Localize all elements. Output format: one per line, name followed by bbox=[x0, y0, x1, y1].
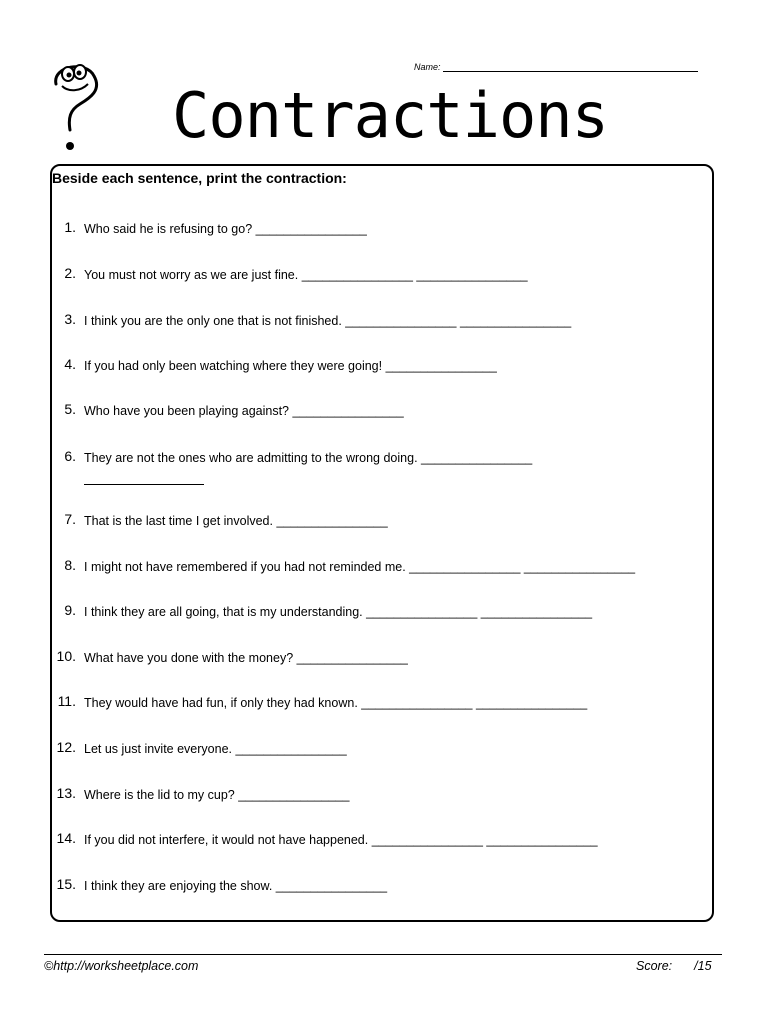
score-label: Score: bbox=[636, 959, 673, 973]
question-number: 3. bbox=[64, 311, 76, 327]
question-text: What have you done with the money? ________________ bbox=[84, 651, 408, 665]
name-field[interactable] bbox=[414, 58, 698, 72]
question-text: Who said he is refusing to go? ________________ bbox=[84, 222, 367, 236]
question-text: Let us just invite everyone. ________________ bbox=[84, 742, 347, 756]
question-number: 1. bbox=[64, 219, 76, 235]
question-text: You must not worry as we are just fine. ________________ ________________ bbox=[84, 268, 528, 282]
question-number: 6. bbox=[64, 448, 76, 464]
question-text: I might not have remembered if you had not reminded me. ________________ ________________ bbox=[84, 560, 636, 574]
name-label: Name: bbox=[414, 62, 441, 72]
question-number: 2. bbox=[64, 265, 76, 281]
question-number: 8. bbox=[64, 557, 76, 573]
copyright-text: ©http://worksheetplace.com bbox=[44, 959, 199, 973]
question-text: They are not the ones who are admitting to the wrong doing. ________________ bbox=[84, 451, 533, 465]
question-number: 9. bbox=[64, 602, 76, 618]
question-text: They would have had fun, if only they had known. ________________ ________________ bbox=[84, 696, 588, 710]
instruction-text: Beside each sentence, print the contraction: bbox=[52, 170, 347, 186]
score-total: /15 bbox=[694, 959, 712, 973]
page-title: Contractions bbox=[172, 79, 608, 152]
question-number: 11. bbox=[57, 693, 76, 709]
answer-blank-line[interactable] bbox=[84, 474, 204, 485]
question-text: If you did not interfere, it would not have happened. ________________ ________________ bbox=[84, 833, 598, 847]
question-number: 15. bbox=[56, 876, 76, 892]
question-text: If you had only been watching where they were going! ________________ bbox=[84, 359, 497, 373]
question-text: Where is the lid to my cup? ________________ bbox=[84, 788, 350, 802]
question-text: That is the last time I get involved. ________________ bbox=[84, 514, 388, 528]
footer-divider bbox=[44, 954, 722, 955]
question-number: 4. bbox=[64, 356, 76, 372]
question-mark-face-icon bbox=[46, 58, 110, 154]
question-text: Who have you been playing against? ________________ bbox=[84, 404, 404, 418]
question-number: 10. bbox=[56, 648, 76, 664]
question-number: 13. bbox=[56, 785, 76, 801]
question-number: 14. bbox=[56, 830, 76, 846]
question-number: 12. bbox=[56, 739, 76, 755]
question-number: 5. bbox=[64, 401, 76, 417]
question-text: I think they are enjoying the show. ________________ bbox=[84, 879, 388, 893]
question-text: I think you are the only one that is not finished. ________________ ________________ bbox=[84, 314, 572, 328]
question-number: 7. bbox=[64, 511, 76, 527]
score-field bbox=[636, 959, 712, 973]
question-text: I think they are all going, that is my understanding. ________________ ________________ bbox=[84, 605, 593, 619]
name-blank-line[interactable] bbox=[443, 62, 698, 72]
